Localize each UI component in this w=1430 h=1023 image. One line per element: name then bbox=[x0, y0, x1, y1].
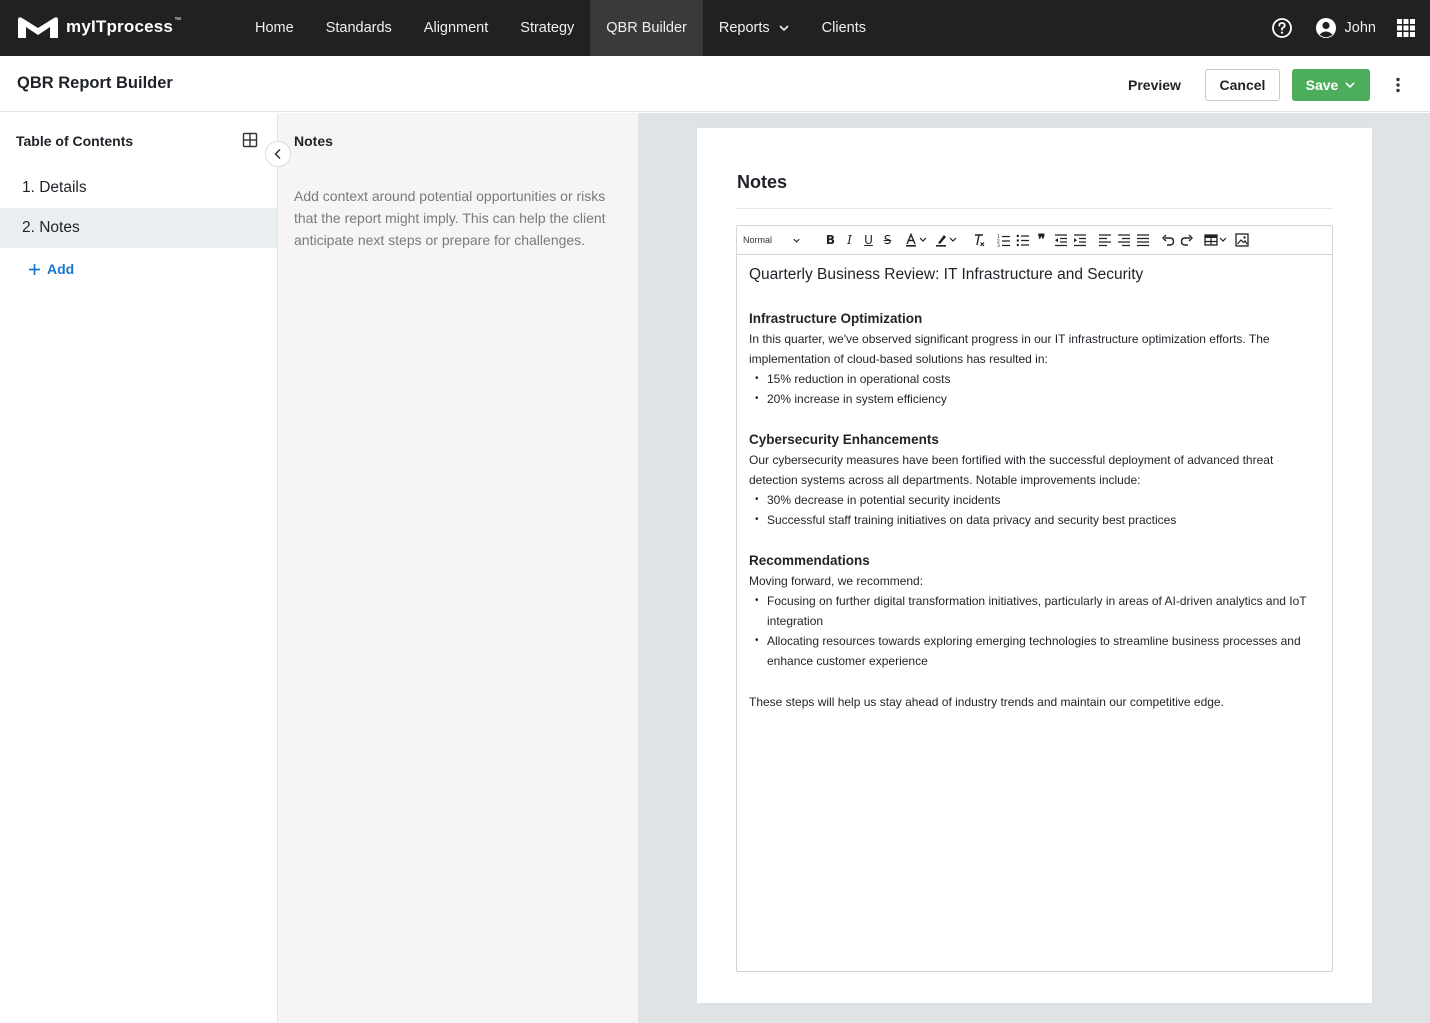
toc-item-notes[interactable] bbox=[0, 208, 277, 248]
highlight-color-button[interactable] bbox=[933, 230, 963, 250]
chevron-down-icon bbox=[1344, 79, 1356, 91]
image-icon bbox=[1235, 233, 1249, 247]
align-right-icon bbox=[1117, 233, 1131, 247]
bulleted-list-icon bbox=[1016, 233, 1030, 247]
user-name: John bbox=[1344, 20, 1376, 36]
brand-logo[interactable] bbox=[16, 14, 181, 40]
report-page bbox=[697, 128, 1372, 1003]
toc-item-label: 1. Details bbox=[22, 179, 87, 196]
insert-table-button[interactable] bbox=[1202, 230, 1232, 250]
section-paragraph: Our cybersecurity measures have been fortified with the successful deployment of advanced threat detection systems across all departments. Notable improvements include: bbox=[749, 453, 1274, 487]
italic-button[interactable] bbox=[840, 230, 859, 250]
bullet-list bbox=[755, 591, 1320, 671]
user-avatar-icon bbox=[1315, 17, 1337, 39]
app-grid-icon[interactable] bbox=[1396, 18, 1416, 38]
strikethrough-button[interactable] bbox=[878, 230, 897, 250]
list-item: • 20% increase in system efficiency bbox=[755, 389, 1320, 409]
strikethrough-icon: S bbox=[883, 233, 892, 247]
page-title: QBR Report Builder bbox=[17, 74, 173, 92]
nav-alignment[interactable] bbox=[408, 0, 504, 56]
layout-grid-icon[interactable] bbox=[242, 132, 258, 148]
text-style-value: Normal bbox=[743, 235, 773, 245]
outdent-icon bbox=[1054, 233, 1068, 247]
bullet-list bbox=[755, 490, 1320, 530]
list-item: • 15% reduction in operational costs bbox=[755, 369, 1320, 389]
save-button-label: Save bbox=[1305, 77, 1339, 93]
ordered-list-icon bbox=[997, 233, 1011, 247]
svg-text:1: 1 bbox=[996, 235, 1000, 240]
nav-label: Alignment bbox=[423, 20, 489, 36]
font-color-icon bbox=[905, 233, 931, 247]
section-heading: Recommendations bbox=[749, 553, 870, 568]
insert-image-button[interactable] bbox=[1232, 230, 1251, 250]
list-item: • 30% decrease in potential security incidents bbox=[755, 490, 1320, 510]
list-item: • Focusing on further digital transformation initiatives, particularly in areas of AI-driven analytics and IoT integration bbox=[755, 591, 1320, 631]
toc-title: Table of Contents bbox=[16, 133, 134, 149]
add-label: Add bbox=[47, 261, 75, 277]
nav-strategy[interactable] bbox=[504, 0, 590, 56]
brand-name: myITprocess™ bbox=[66, 17, 182, 36]
italic-icon: I bbox=[847, 233, 852, 247]
highlighter-icon bbox=[935, 233, 961, 247]
main-nav bbox=[239, 0, 882, 56]
nav-reports[interactable] bbox=[703, 0, 806, 56]
section-title: Notes bbox=[737, 172, 788, 192]
align-justify-icon bbox=[1136, 233, 1150, 247]
text-style-select[interactable] bbox=[743, 235, 815, 245]
add-section-button[interactable] bbox=[28, 261, 74, 277]
toc-item-label: 2. Notes bbox=[22, 219, 80, 236]
ordered-list-button[interactable] bbox=[994, 230, 1013, 250]
align-left-icon bbox=[1098, 233, 1112, 247]
nav-qbr-builder[interactable] bbox=[590, 0, 703, 56]
section-guidance-panel bbox=[278, 113, 639, 1023]
user-menu[interactable] bbox=[1315, 17, 1376, 39]
help-icon[interactable] bbox=[1271, 17, 1293, 39]
table-of-contents-panel bbox=[0, 113, 278, 1023]
justify-button[interactable] bbox=[1133, 230, 1152, 250]
nav-label: Standards bbox=[325, 20, 392, 36]
save-button[interactable] bbox=[1292, 69, 1370, 101]
nav-label: QBR Builder bbox=[606, 20, 687, 36]
undo-button[interactable] bbox=[1158, 230, 1177, 250]
blockquote-button[interactable] bbox=[1032, 230, 1051, 250]
toc-item-details[interactable] bbox=[0, 168, 277, 208]
redo-icon bbox=[1180, 233, 1194, 247]
underline-button[interactable] bbox=[859, 230, 878, 250]
nav-standards[interactable] bbox=[310, 0, 408, 56]
align-left-button[interactable] bbox=[1095, 230, 1114, 250]
nav-home[interactable] bbox=[239, 0, 310, 56]
indent-button[interactable] bbox=[1070, 230, 1089, 250]
clear-formatting-button[interactable] bbox=[969, 230, 988, 250]
align-right-button[interactable] bbox=[1114, 230, 1133, 250]
chevron-down-icon bbox=[778, 22, 790, 34]
quote-icon: ❞ bbox=[1037, 232, 1046, 248]
bold-button[interactable] bbox=[821, 230, 840, 250]
bold-icon: B bbox=[825, 233, 836, 247]
cancel-button[interactable]: Cancel bbox=[1205, 69, 1280, 101]
doc-section bbox=[749, 551, 1320, 671]
list-item: • Allocating resources towards exploring emerging technologies to streamline business processes and enhance customer experience bbox=[755, 631, 1320, 671]
clear-formatting-icon bbox=[972, 233, 986, 247]
nav-clients[interactable] bbox=[806, 0, 882, 56]
editor-content[interactable] bbox=[737, 255, 1332, 712]
table-icon bbox=[1204, 233, 1230, 247]
nav-right-controls bbox=[1271, 0, 1416, 56]
undo-icon bbox=[1161, 233, 1175, 247]
plus-icon bbox=[28, 263, 41, 276]
bullet-list bbox=[755, 369, 1320, 409]
nav-label: Reports bbox=[718, 20, 770, 36]
bulleted-list-button[interactable] bbox=[1013, 230, 1032, 250]
section-paragraph: Moving forward, we recommend: bbox=[749, 574, 924, 588]
report-canvas bbox=[639, 113, 1430, 1023]
top-navigation-bar bbox=[0, 0, 1430, 56]
document-heading: Quarterly Business Review: IT Infrastructure and Security bbox=[749, 266, 1144, 283]
kebab-menu-icon bbox=[1396, 77, 1400, 93]
doc-section bbox=[749, 430, 1320, 530]
outdent-button[interactable] bbox=[1051, 230, 1070, 250]
doc-section bbox=[749, 309, 1320, 409]
page-header bbox=[0, 56, 1430, 112]
divider bbox=[737, 208, 1333, 209]
guidance-title: Notes bbox=[294, 133, 333, 149]
redo-button[interactable] bbox=[1177, 230, 1196, 250]
section-heading: Infrastructure Optimization bbox=[749, 311, 923, 326]
section-heading: Cybersecurity Enhancements bbox=[749, 432, 939, 447]
indent-icon bbox=[1073, 233, 1087, 247]
nav-label: Strategy bbox=[520, 20, 575, 36]
font-color-button[interactable] bbox=[903, 230, 933, 250]
chevron-down-icon bbox=[792, 236, 801, 245]
closing-paragraph: These steps will help us stay ahead of industry trends and maintain our competitive edge. bbox=[749, 695, 1224, 709]
guidance-text: Add context around potential opportunities or risks that the report might imply. This can help the client anticipate next steps or prepare for challenges. bbox=[294, 188, 606, 248]
svg-text:2: 2 bbox=[996, 239, 1000, 245]
list-item: • Successful staff training initiatives on data privacy and security best practices bbox=[755, 510, 1320, 530]
nav-label: Home bbox=[255, 20, 294, 36]
nav-label: Clients bbox=[821, 20, 866, 36]
logo-mark-icon bbox=[16, 14, 60, 40]
chevron-left-icon bbox=[273, 148, 283, 160]
section-paragraph: In this quarter, we've observed significant progress in our IT infrastructure optimization efforts. The implementation of cloud-based solutions has resulted in: bbox=[749, 332, 1270, 366]
collapse-panel-button[interactable] bbox=[265, 141, 291, 167]
editor-toolbar bbox=[737, 226, 1332, 255]
rich-text-editor[interactable] bbox=[736, 225, 1333, 972]
underline-icon: U bbox=[864, 233, 873, 247]
preview-button[interactable]: Preview bbox=[1116, 69, 1193, 101]
svg-text:3: 3 bbox=[996, 244, 1000, 247]
more-options-button[interactable] bbox=[1388, 72, 1408, 98]
